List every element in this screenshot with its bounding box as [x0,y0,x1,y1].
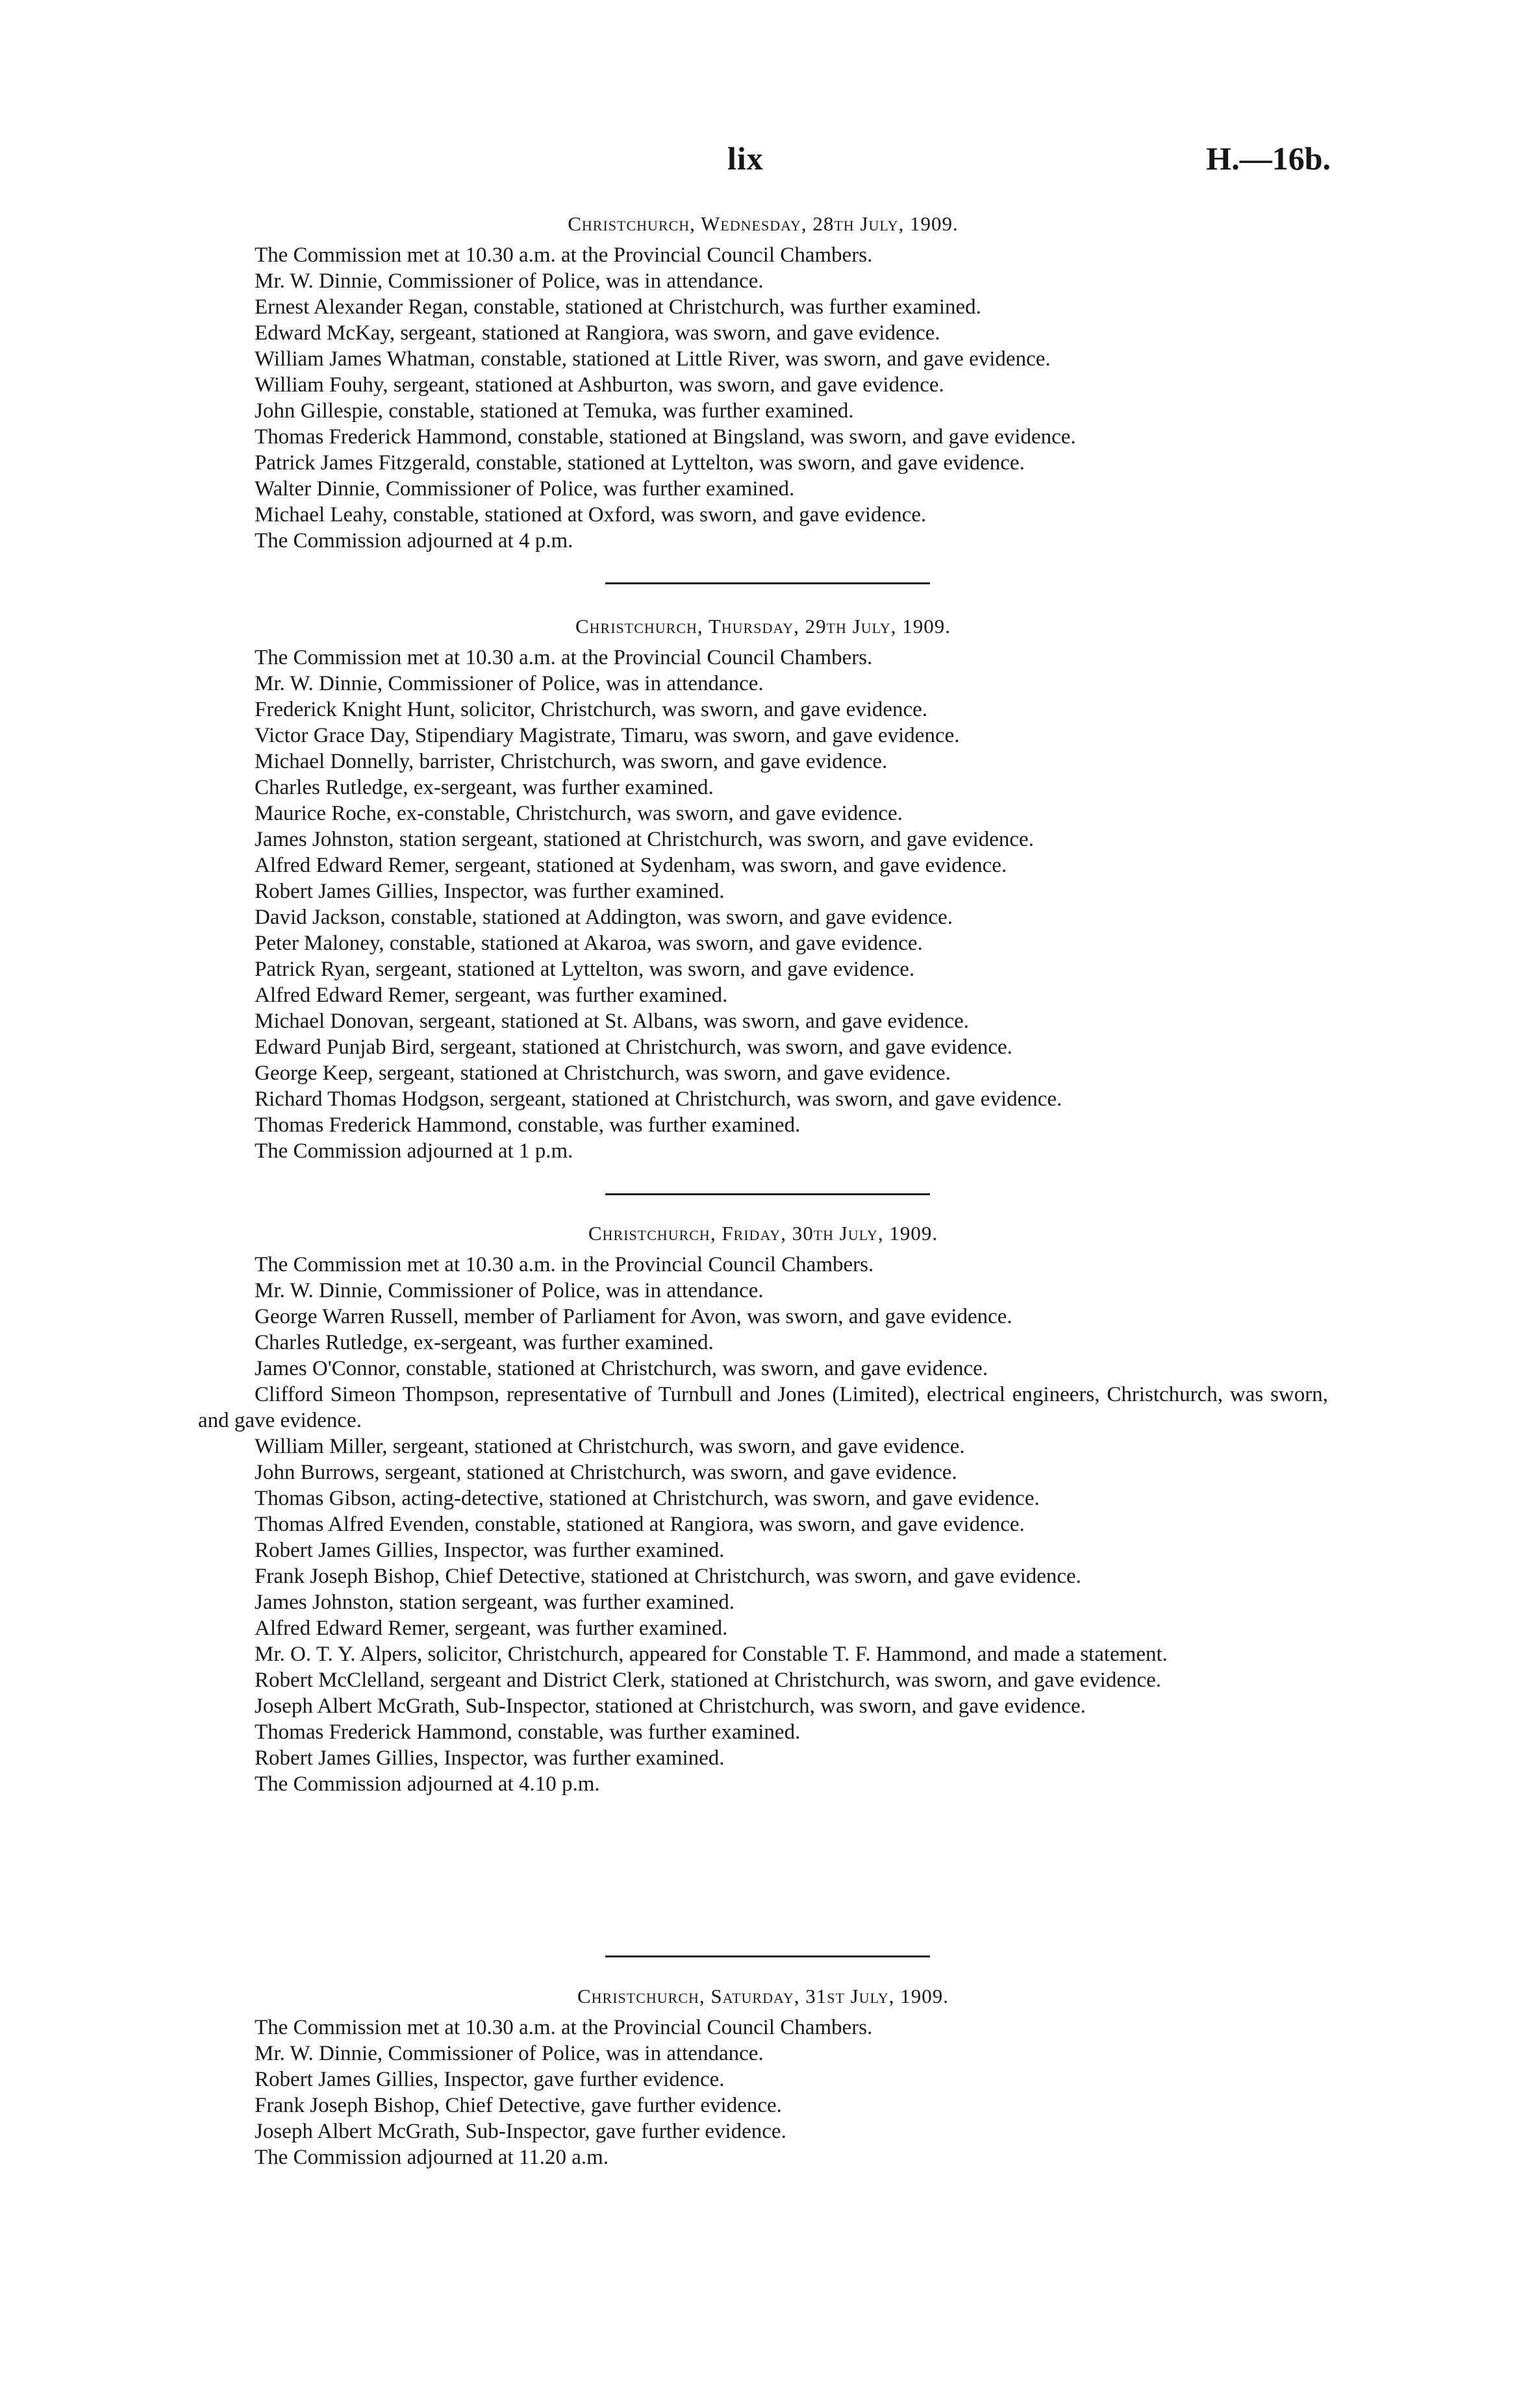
entry: Charles Rutledge, ex-sergeant, was further examined. [255,776,714,799]
entry: Edward McKay, sergeant, stationed at Rangiora, was sworn, and gave evidence. [255,321,940,345]
document-reference: H.—16b. [1206,140,1331,177]
entry: Mr. W. Dinnie, Commissioner of Police, was in attendance. [255,672,764,695]
entry: James Johnston, station sergeant, was further examined. [255,1591,734,1614]
entry: Mr. W. Dinnie, Commissioner of Police, was in attendance. [255,2042,764,2065]
section-friday [198,1221,1328,1797]
entry: Frank Joseph Bishop, Chief Detective, gave further evidence. [255,2094,782,2117]
page-number: lix [727,140,764,177]
entry: Mr. O. T. Y. Alpers, solicitor, Christchurch, appeared for Constable T. F. Hammond, and made a statement. [255,1643,1168,1666]
section-heading: Christchurch, Wednesday, 28th July, 1909. [568,212,959,235]
entry: Mr. W. Dinnie, Commissioner of Police, was in attendance. [255,269,764,293]
entry: Maurice Roche, ex-constable, Christchurch, was sworn, and gave evidence. [255,802,903,825]
section-heading: Christchurch, Thursday, 29th July, 1909. [575,615,951,638]
entry: John Burrows, sergeant, stationed at Christchurch, was sworn, and gave evidence. [255,1461,957,1484]
entry: Thomas Frederick Hammond, constable, was further examined. [255,1113,801,1137]
entry: John Gillespie, constable, stationed at Temuka, was further examined. [255,399,854,423]
entry: Joseph Albert McGrath, Sub-Inspector, stationed at Christchurch, was sworn, and gave evidence. [255,1694,1086,1718]
entry: The Commission adjourned at 11.20 a.m. [255,2146,609,2169]
entry: Thomas Alfred Evenden, constable, stationed at Rangiora, was sworn, and gave evidence. [255,1513,1025,1536]
entry: Victor Grace Day, Stipendiary Magistrate, Timaru, was sworn, and gave evidence. [255,724,960,747]
entry: Frederick Knight Hunt, solicitor, Christchurch, was sworn, and gave evidence. [255,698,928,721]
entry: George Warren Russell, member of Parliament for Avon, was sworn, and gave evidence. [255,1305,1012,1328]
entry: Robert James Gillies, Inspector, was further examined. [255,1746,725,1770]
entry: Robert James Gillies, Inspector, was further examined. [255,1539,725,1562]
entry: The Commission met at 10.30 a.m. at the Provincial Council Chambers. [255,243,873,267]
entry: Patrick Ryan, sergeant, stationed at Lyttelton, was sworn, and gave evidence. [255,958,915,981]
entry: Thomas Frederick Hammond, constable, was further examined. [255,1720,801,1744]
entry: Alfred Edward Remer, sergeant, was further examined. [255,984,728,1007]
entry: Thomas Gibson, acting-detective, stationed at Christchurch, was sworn, and gave evidence. [255,1487,1040,1510]
entry: William James Whatman, constable, stationed at Little River, was sworn, and gave evidence. [255,347,1051,371]
entry: Patrick James Fitzgerald, constable, stationed at Lyttelton, was sworn, and gave evidence. [255,451,1025,475]
entry: Charles Rutledge, ex-sergeant, was further examined. [255,1331,714,1354]
entry: Mr. W. Dinnie, Commissioner of Police, was in attendance. [255,1279,764,1302]
entry-list [198,645,1328,1164]
section-divider [605,1193,930,1195]
entry: Frank Joseph Bishop, Chief Detective, stationed at Christchurch, was sworn, and gave evidence. [255,1565,1081,1588]
entry: James Johnston, station sergeant, stationed at Christchurch, was sworn, and gave evidence. [255,828,1034,851]
entry: Peter Maloney, constable, stationed at Akaroa, was sworn, and gave evidence. [255,932,923,955]
entry: Joseph Albert McGrath, Sub-Inspector, gave further evidence. [255,2120,786,2143]
entry: The Commission adjourned at 4.10 p.m. [255,1772,600,1796]
entry: James O'Connor, constable, stationed at Christchurch, was sworn, and gave evidence. [255,1357,988,1380]
entry: Robert McClelland, sergeant and District Clerk, stationed at Christchurch, was sworn, and gave evidence. [255,1669,1162,1692]
section-heading: Christchurch, Saturday, 31st July, 1909. [577,1985,949,2007]
entry: William Fouhy, sergeant, stationed at Ashburton, was sworn, and gave evidence. [255,373,944,397]
section-divider [605,1955,930,1957]
entry: William Miller, sergeant, stationed at Christchurch, was sworn, and gave evidence. [255,1435,965,1458]
entry: Alfred Edward Remer, sergeant, stationed at Sydenham, was sworn, and gave evidence. [255,854,1007,877]
entry: Thomas Frederick Hammond, constable, stationed at Bingsland, was sworn, and gave evidence. [255,425,1076,449]
entry: Michael Donovan, sergeant, stationed at St. Albans, was sworn, and gave evidence. [255,1010,970,1033]
entry: Michael Donnelly, barrister, Christchurch, was sworn, and gave evidence. [255,750,888,773]
entry: Robert James Gillies, Inspector, gave further evidence. [255,2068,725,2091]
entry: Clifford Simeon Thompson, representative of Turnbull and Jones (Limited), electrical engineers, Christchurch, was sworn, and gave evidence. [198,1383,1328,1432]
entry: The Commission adjourned at 1 p.m. [255,1139,573,1163]
entry: Walter Dinnie, Commissioner of Police, was further examined. [255,477,795,501]
entry-list [198,2015,1328,2170]
entry: The Commission adjourned at 4 p.m. [255,529,573,552]
entry: Alfred Edward Remer, sergeant, was further examined. [255,1617,728,1640]
section-divider [605,582,930,584]
entry: Ernest Alexander Regan, constable, stationed at Christchurch, was further examined. [255,295,981,319]
entry: Michael Leahy, constable, stationed at Oxford, was sworn, and gave evidence. [255,503,927,527]
entry-list [198,242,1328,554]
section-thursday [198,614,1328,1164]
section-saturday [198,1983,1328,2170]
entry: The Commission met at 10.30 a.m. at the Provincial Council Chambers. [255,2016,873,2039]
entry: George Keep, sergeant, stationed at Christchurch, was sworn, and gave evidence. [255,1061,951,1085]
section-wednesday [198,211,1328,554]
entry: Robert James Gillies, Inspector, was further examined. [255,880,725,903]
entry: David Jackson, constable, stationed at Addington, was sworn, and gave evidence. [255,906,953,929]
entry: Richard Thomas Hodgson, sergeant, stationed at Christchurch, was sworn, and gave evidence. [255,1087,1062,1111]
entry: The Commission met at 10.30 a.m. in the Provincial Council Chambers. [255,1253,874,1276]
entry: The Commission met at 10.30 a.m. at the Provincial Council Chambers. [255,646,873,669]
section-heading: Christchurch, Friday, 30th July, 1909. [588,1222,938,1245]
entry: Edward Punjab Bird, sergeant, stationed at Christchurch, was sworn, and gave evidence. [255,1036,1012,1059]
entry-list [198,1252,1328,1797]
